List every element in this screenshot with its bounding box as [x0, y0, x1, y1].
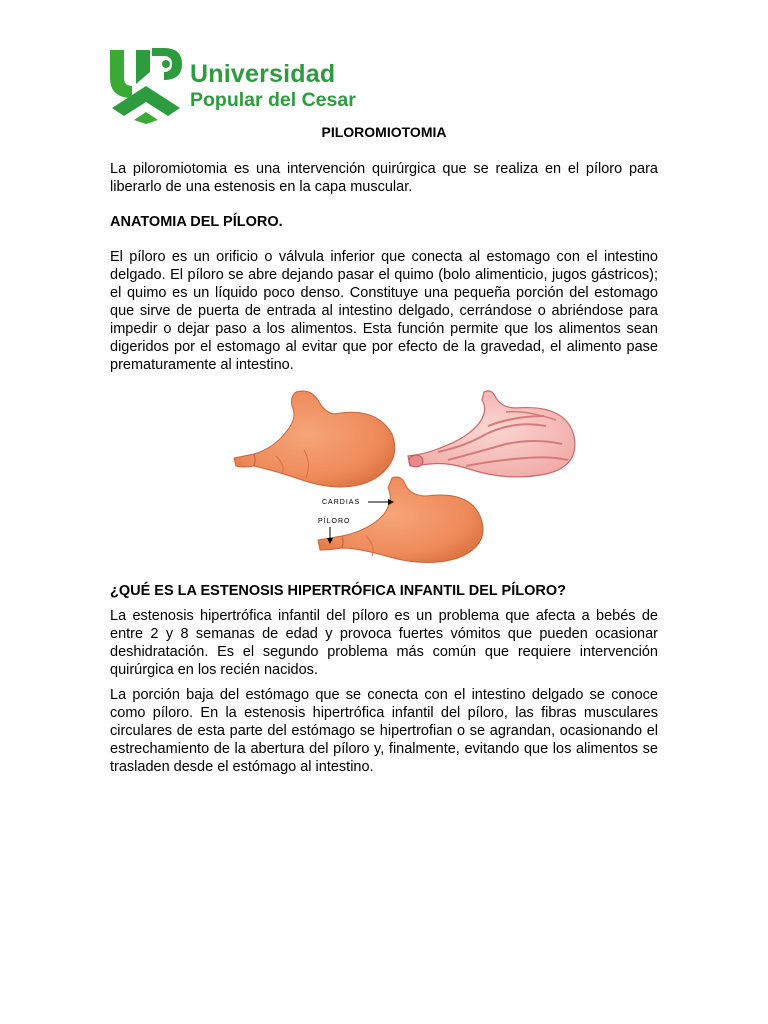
university-name: Universidad: [190, 60, 336, 88]
stomach-interior-icon: [408, 391, 575, 477]
stomach-exterior-icon: [234, 391, 395, 487]
cardias-label: CARDIAS: [322, 499, 361, 506]
stenosis-paragraph-1: La estenosis hipertrófica infantil del píloro es un problema que afecta a bebés de entre 2 y 8 semanas de edad y provoca fuertes vómitos que pueden ocasionar deshidratación. Es el segundo problema más común que requiere intervención quirúrgica en los recién nacidos.: [110, 608, 658, 678]
stomach-illustration: [226, 386, 586, 566]
university-logo: [108, 44, 358, 124]
piloro-label: PÍLORO: [318, 518, 351, 525]
stenosis-paragraph-2: La porción baja del estómago que se conecta con el intestino delgado se conoce como píloro. En la estenosis hipertrófica infantil del píloro, las fibras musculares circulares de esta parte del estómago se hipertrofian o se agrandan, ocasionando el estrechamiento de la abertura del píloro y, finalmente, evitando que los alimentos se trasladen desde el estómago al intestino.: [110, 687, 658, 775]
section-heading-anatomy: ANATOMIA DEL PÍLORO.: [110, 214, 283, 230]
intro-paragraph: La piloromiotomia es una intervención quirúrgica que se realiza en el píloro para liberarlo de una estenosis en la capa muscular.: [110, 161, 658, 195]
document-title: PILOROMIOTOMIA: [321, 124, 447, 140]
university-emblem-icon: [108, 44, 188, 124]
university-subtitle: Popular del Cesar: [190, 89, 356, 111]
anatomy-paragraph: El píloro es un orificio o válvula inferior que conecta al estomago con el intestino delgado. El píloro se abre dejando pasar el quimo (bolo alimenticio, jugos gástricos); el quimo es un líquido poco denso. Constituye una pequeña porción del estomago que sirve de puerta de entrada al intestino delgado, cerrándose o abriéndose para impedir o dejar paso a los alimentos. Esta función permite que los alimentos sean digeridos por el estomago al evitar que por efecto de la gravedad, el alimento pase prematuramente al intestino.: [110, 249, 658, 373]
section-heading-stenosis: ¿QUÉ ES LA ESTENOSIS HIPERTRÓFICA INFANTIL DEL PÍLORO?: [110, 583, 566, 599]
